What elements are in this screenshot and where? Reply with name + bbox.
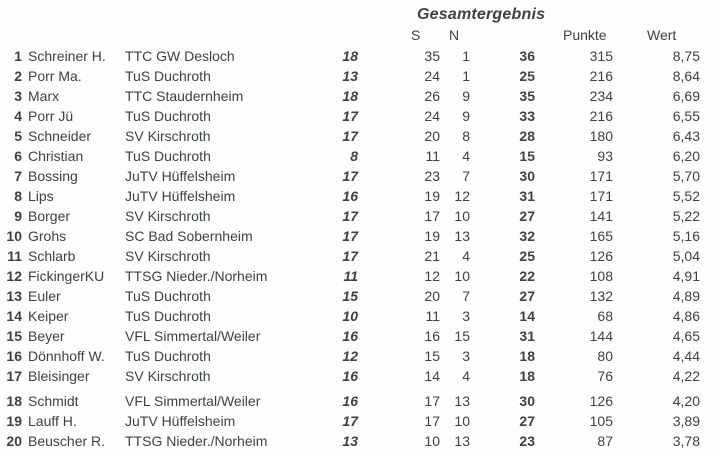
table-row (0, 46, 700, 66)
games-played-cell: 13 (342, 68, 358, 84)
rank-cell: 10 (6, 228, 22, 244)
total-cell: 27 (519, 288, 535, 304)
wins-cell: 17 (424, 208, 440, 224)
table-row (0, 346, 700, 366)
player-name: Beyer (28, 328, 65, 344)
club-name: TuS Duchroth (125, 348, 211, 364)
value-cell: 3,78 (672, 433, 700, 449)
column-header-wins: S (411, 27, 421, 43)
games-played-cell: 13 (342, 433, 358, 449)
table-row (0, 166, 700, 186)
player-name: Lips (28, 188, 54, 204)
player-name: Grohs (28, 228, 67, 244)
points-cell: 315 (589, 48, 613, 64)
player-name: Marx (28, 88, 60, 104)
wins-cell: 21 (424, 248, 440, 264)
value-cell: 5,16 (672, 228, 700, 244)
rank-cell: 15 (6, 328, 22, 344)
games-played-cell: 17 (342, 128, 358, 144)
player-name: Porr Ma. (28, 68, 82, 84)
points-cell: 126 (589, 248, 613, 264)
total-cell: 25 (519, 68, 535, 84)
rank-cell: 18 (6, 393, 22, 409)
table-row (0, 286, 700, 306)
points-cell: 180 (589, 128, 613, 144)
column-header-losses: N (449, 27, 460, 43)
player-name: Christian (28, 148, 84, 164)
value-cell: 5,04 (672, 248, 700, 264)
points-cell: 126 (589, 393, 613, 409)
value-cell: 4,44 (672, 348, 700, 364)
value-cell: 5,52 (672, 188, 700, 204)
losses-cell: 4 (462, 148, 470, 164)
value-cell: 4,20 (672, 393, 700, 409)
value-cell: 4,89 (672, 288, 700, 304)
rank-cell: 14 (6, 308, 22, 324)
club-name: JuTV Hüffelsheim (125, 413, 236, 429)
games-played-cell: 10 (342, 308, 358, 324)
losses-cell: 3 (462, 348, 470, 364)
games-played-cell: 16 (342, 328, 358, 344)
total-cell: 15 (519, 148, 535, 164)
value-cell: 8,64 (672, 68, 700, 84)
value-cell: 6,20 (672, 148, 700, 164)
losses-cell: 13 (454, 433, 470, 449)
rank-cell: 9 (14, 208, 22, 224)
table-row (0, 326, 700, 346)
wins-cell: 26 (424, 88, 440, 104)
points-cell: 216 (589, 108, 613, 124)
losses-cell: 10 (454, 413, 470, 429)
points-cell: 165 (589, 228, 613, 244)
games-played-cell: 17 (342, 413, 358, 429)
wins-cell: 20 (424, 288, 440, 304)
value-cell: 4,22 (672, 368, 700, 384)
rank-cell: 3 (14, 88, 22, 104)
points-cell: 171 (589, 168, 613, 184)
wins-cell: 24 (424, 108, 440, 124)
losses-cell: 7 (462, 168, 470, 184)
rank-cell: 17 (6, 368, 22, 384)
games-played-cell: 17 (342, 208, 358, 224)
value-cell: 6,69 (672, 88, 700, 104)
wins-cell: 19 (424, 228, 440, 244)
table-row (0, 126, 700, 146)
rank-cell: 20 (6, 433, 22, 449)
rank-cell: 1 (14, 48, 22, 64)
wins-cell: 24 (424, 68, 440, 84)
player-name: Porr Jü (28, 108, 74, 124)
rank-cell: 5 (14, 128, 22, 144)
player-name: Dönnhoff W. (28, 348, 105, 364)
club-name: SV Kirschroth (125, 208, 211, 224)
player-name: Keiper (28, 308, 69, 324)
rank-cell: 11 (7, 248, 22, 264)
club-name: JuTV Hüffelsheim (125, 188, 236, 204)
points-cell: 80 (597, 348, 613, 364)
table-row (0, 186, 700, 206)
wins-cell: 23 (424, 168, 440, 184)
points-cell: 171 (589, 188, 613, 204)
wins-cell: 12 (424, 268, 440, 284)
table-row (0, 366, 700, 386)
value-cell: 4,86 (672, 308, 700, 324)
games-played-cell: 11 (343, 268, 358, 284)
total-cell: 31 (519, 328, 535, 344)
games-played-cell: 17 (342, 228, 358, 244)
results-rows (0, 46, 700, 451)
club-name: TuS Duchroth (125, 108, 211, 124)
club-name: TTC GW Desloch (125, 48, 235, 64)
losses-cell: 4 (462, 368, 470, 384)
club-name: TTC Staudernheim (125, 88, 244, 104)
club-name: TuS Duchroth (125, 308, 211, 324)
value-cell: 4,65 (672, 328, 700, 344)
total-cell: 25 (519, 248, 535, 264)
rank-cell: 16 (6, 348, 22, 364)
club-name: SV Kirschroth (125, 248, 211, 264)
games-played-cell: 16 (342, 368, 358, 384)
total-cell: 33 (519, 108, 535, 124)
losses-cell: 10 (454, 208, 470, 224)
wins-cell: 16 (424, 328, 440, 344)
club-name: SC Bad Sobernheim (125, 228, 253, 244)
wins-cell: 17 (424, 413, 440, 429)
value-cell: 6,43 (672, 128, 700, 144)
rank-cell: 19 (6, 413, 22, 429)
wins-cell: 17 (424, 393, 440, 409)
player-name: Euler (28, 288, 61, 304)
player-name: Lauff H. (28, 413, 77, 429)
games-played-cell: 16 (342, 188, 358, 204)
losses-cell: 7 (462, 288, 470, 304)
wins-cell: 15 (424, 348, 440, 364)
total-cell: 36 (519, 48, 535, 64)
value-cell: 3,89 (672, 413, 700, 429)
player-name: Schlarb (28, 248, 76, 264)
losses-cell: 13 (454, 393, 470, 409)
wins-cell: 11 (425, 308, 440, 324)
games-played-cell: 16 (342, 393, 358, 409)
value-cell: 4,91 (672, 268, 700, 284)
total-cell: 18 (519, 368, 535, 384)
losses-cell: 10 (454, 268, 470, 284)
points-cell: 234 (589, 88, 613, 104)
points-cell: 93 (597, 148, 613, 164)
rank-cell: 4 (14, 108, 22, 124)
club-name: TuS Duchroth (125, 288, 211, 304)
table-row (0, 246, 700, 266)
table-row (0, 226, 700, 246)
points-cell: 68 (597, 308, 613, 324)
games-played-cell: 15 (342, 288, 358, 304)
games-played-cell: 17 (342, 248, 358, 264)
wins-cell: 20 (424, 128, 440, 144)
table-row (0, 391, 700, 411)
total-cell: 31 (519, 188, 535, 204)
points-cell: 76 (597, 368, 613, 384)
player-name: Beuscher R. (28, 433, 106, 449)
table-row (0, 66, 700, 86)
wins-cell: 11 (425, 148, 440, 164)
table-row (0, 146, 700, 166)
club-name: SV Kirschroth (125, 128, 211, 144)
page-title: Gesamtergebnis (417, 6, 546, 23)
player-name: Schreiner H. (28, 48, 106, 64)
total-cell: 30 (519, 393, 535, 409)
games-played-cell: 18 (342, 88, 358, 104)
total-cell: 18 (519, 348, 535, 364)
player-name: Borger (28, 208, 71, 224)
losses-cell: 15 (454, 328, 470, 344)
total-cell: 22 (519, 268, 535, 284)
club-name: VFL Simmertal/Weiler (125, 393, 261, 409)
games-played-cell: 17 (342, 108, 358, 124)
club-name: JuTV Hüffelsheim (125, 168, 236, 184)
player-name: Bossing (28, 168, 78, 184)
games-played-cell: 18 (342, 48, 358, 64)
losses-cell: 12 (454, 188, 470, 204)
wins-cell: 14 (424, 368, 440, 384)
table-row (0, 411, 700, 431)
wins-cell: 10 (424, 433, 440, 449)
value-cell: 6,55 (672, 108, 700, 124)
value-cell: 5,70 (672, 168, 700, 184)
rank-cell: 7 (14, 168, 22, 184)
points-cell: 216 (589, 68, 613, 84)
points-cell: 105 (589, 413, 613, 429)
losses-cell: 1 (462, 48, 470, 64)
rank-cell: 2 (14, 68, 22, 84)
club-name: TTSG Nieder./Norheim (125, 433, 268, 449)
table-row (0, 266, 700, 286)
player-name: Schneider (28, 128, 92, 144)
club-name: TuS Duchroth (125, 68, 211, 84)
losses-cell: 8 (462, 128, 470, 144)
points-cell: 141 (589, 208, 613, 224)
table-row (0, 86, 700, 106)
total-cell: 28 (519, 128, 535, 144)
losses-cell: 4 (462, 248, 470, 264)
club-name: TTSG Nieder./Norheim (125, 268, 268, 284)
total-cell: 27 (519, 208, 535, 224)
player-name: FickingerKU (28, 268, 105, 284)
wins-cell: 35 (424, 48, 440, 64)
value-cell: 5,22 (672, 208, 700, 224)
losses-cell: 1 (462, 68, 470, 84)
points-cell: 87 (597, 433, 613, 449)
table-row (0, 106, 700, 126)
total-cell: 27 (519, 413, 535, 429)
player-name: Schmidt (28, 393, 79, 409)
club-name: TuS Duchroth (125, 148, 211, 164)
column-header-points: Punkte (563, 27, 607, 43)
rank-cell: 6 (14, 148, 22, 164)
losses-cell: 9 (462, 88, 470, 104)
rank-cell: 13 (6, 288, 22, 304)
total-cell: 30 (519, 168, 535, 184)
value-cell: 8,75 (672, 48, 700, 64)
column-header-value: Wert (647, 27, 677, 43)
total-cell: 23 (519, 433, 535, 449)
wins-cell: 19 (424, 188, 440, 204)
table-row (0, 306, 700, 326)
games-played-cell: 12 (342, 348, 358, 364)
losses-cell: 9 (462, 108, 470, 124)
losses-cell: 13 (454, 228, 470, 244)
total-cell: 35 (519, 88, 535, 104)
points-cell: 144 (589, 328, 613, 344)
total-cell: 32 (519, 228, 535, 244)
games-played-cell: 17 (342, 168, 358, 184)
club-name: SV Kirschroth (125, 368, 211, 384)
table-row (0, 431, 700, 451)
games-played-cell: 8 (350, 148, 358, 164)
points-cell: 132 (589, 288, 613, 304)
losses-cell: 3 (462, 308, 470, 324)
points-cell: 108 (589, 268, 613, 284)
player-name: Bleisinger (28, 368, 90, 384)
rank-cell: 8 (14, 188, 22, 204)
club-name: VFL Simmertal/Weiler (125, 328, 261, 344)
rank-cell: 12 (6, 268, 22, 284)
table-row (0, 206, 700, 226)
total-cell: 14 (519, 308, 535, 324)
